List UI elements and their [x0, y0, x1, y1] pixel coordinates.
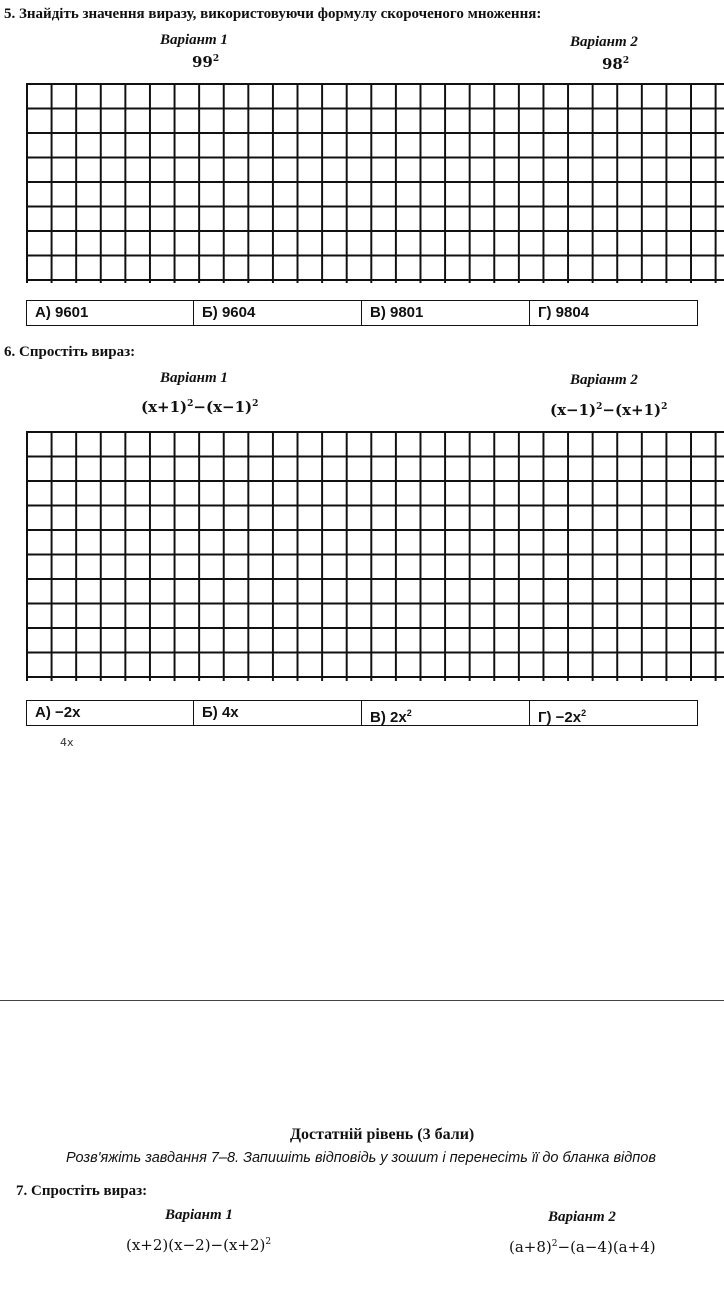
task-6-answer-grid[interactable]	[26, 431, 724, 681]
task-7-title: 7. Спростіть вираз:	[16, 1183, 148, 1199]
task-5-option-b[interactable]: Б) 9604	[194, 301, 362, 325]
task-6-title: 6. Спростіть вираз:	[4, 344, 136, 360]
task-5-title: 5. Знайдіть значення виразу, використовуючи формулу скороченого множення:	[4, 6, 542, 22]
section-instruction: Розв'яжіть завдання 7–8. Запишіть відповідь у зошит і перенесіть її до бланка відпов	[66, 1150, 656, 1166]
task-6-option-d[interactable]: $Г) -2x^2$	[538, 708, 587, 726]
task-5-variant-1-label: Варіант 1	[160, 32, 228, 48]
task-5-option-a[interactable]: А) 9601	[27, 301, 194, 325]
task-6-option-a[interactable]: А) −2x	[27, 701, 194, 725]
task-6-variant-2-label: Варіант 2	[570, 372, 638, 388]
task-5-option-c[interactable]: В) 9801	[362, 301, 530, 325]
task-5-answer-options	[26, 300, 698, 326]
section-level-title: Достатній рівень (3 бали)	[290, 1126, 475, 1143]
task-6-option-b[interactable]: Б) 4x	[194, 701, 362, 725]
task-7-variant-2-label: Варіант 2	[548, 1209, 616, 1225]
task-5-variant-2-label: Варіант 2	[570, 34, 638, 50]
task-6-option-c[interactable]: В) $2x^2$	[362, 701, 530, 725]
page-divider	[0, 1000, 724, 1001]
task-7-variant-1-label: Варіант 1	[165, 1207, 233, 1223]
task-6-answer-options	[26, 700, 698, 726]
task-5-option-d[interactable]: Г) 9804	[538, 304, 590, 321]
task-5-answer-grid[interactable]	[26, 83, 724, 283]
task-6-variant-1-label: Варіант 1	[160, 370, 228, 386]
task-5-variant-1-expression: $99^2$	[192, 53, 220, 71]
task-7-variant-1-expression: $(x+2)(x-2)-(x+2)^2$	[126, 1236, 272, 1254]
task-5-variant-2-expression: $98^2$	[602, 55, 630, 73]
handwritten-mark: 4x	[60, 736, 74, 749]
task-6-variant-1-expression: $(x+1)^2-(x-1)^2$	[141, 398, 259, 416]
task-7-variant-2-expression: $(a+8)^2-(a-4)(a+4)$	[509, 1238, 656, 1256]
task-6-variant-2-expression: $(x-1)^2-(x+1)^2$	[550, 401, 668, 419]
